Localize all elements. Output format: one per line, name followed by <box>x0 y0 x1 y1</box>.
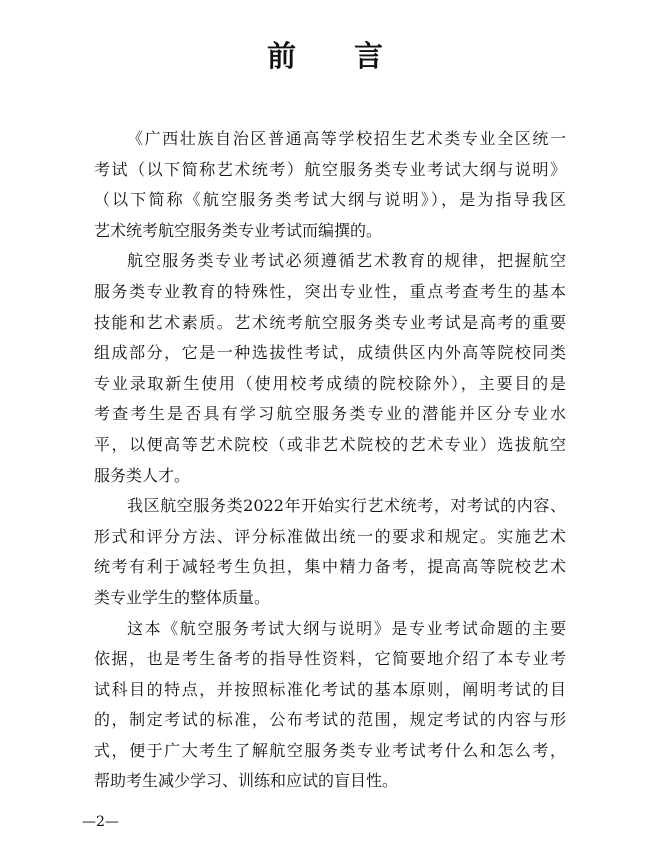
text-line: 技能和艺术素质。艺术统考航空服务类专业考试是高考的重要 <box>94 312 566 332</box>
paragraph <box>94 491 566 613</box>
text-line: 艺术统考航空服务类专业考试而编撰的。 <box>94 220 383 240</box>
text-line: 式，便于广大考生了解航空服务类专业考试考什么和怎么考， <box>94 740 566 760</box>
text-line: 考试（以下简称艺术统考）航空服务类专业考试大纲与说明》 <box>94 159 566 179</box>
page-title: 前 言 <box>266 39 408 73</box>
paragraph <box>94 124 566 246</box>
paragraph <box>94 614 566 798</box>
text-line: 航空服务类专业考试必须遵循艺术教育的规律，把握航空 <box>127 251 566 271</box>
text-line: 统考有利于减轻考生负担，集中精力备考，提高高等院校艺术 <box>94 557 566 577</box>
text-line: （以下简称《航空服务类考试大纲与说明》），是为指导我区 <box>94 190 566 210</box>
text-line: 我区航空服务类2022年开始实行艺术统考，对考试的内容、 <box>127 496 566 516</box>
text-line: 服务类人才。 <box>94 465 191 485</box>
text-line: 专业录取新生使用（使用校考成绩的院校除外），主要目的是 <box>94 373 566 393</box>
document-body <box>94 124 566 797</box>
text-line: 服务类专业教育的特殊性，突出专业性，重点考查考生的基本 <box>94 281 566 301</box>
text-line: 试科目的特点，并按照标准化考试的基本原则，阐明考试的目 <box>94 679 566 699</box>
text-line: 帮助考生减少学习、训练和应试的盲目性。 <box>94 771 399 791</box>
text-line: 考查考生是否具有学习航空服务类专业的潜能并区分专业水 <box>94 404 566 424</box>
text-line: 的，制定考试的标准，公布考试的范围，规定考试的内容与形 <box>94 710 566 730</box>
text-line: 形式和评分方法、评分标准做出统一的要求和规定。实施艺术 <box>94 526 566 546</box>
paragraph <box>94 246 566 491</box>
text-line: 类专业学生的整体质量。 <box>94 587 271 607</box>
text-line: 依据，也是考生备考的指导性资料，它简要地介绍了本专业考 <box>94 649 566 669</box>
text-line: 平，以便高等艺术院校（或非艺术院校的艺术专业）选拔航空 <box>94 434 566 454</box>
page-number: —2— <box>82 814 119 830</box>
text-line: 组成部分，它是一种选拔性考试，成绩供区内外高等院校同类 <box>94 343 566 363</box>
text-line: 《广西壮族自治区普通高等学校招生艺术类专业全区统一 <box>127 129 566 148</box>
text-line: 这本《航空服务考试大纲与说明》是专业考试命题的主要 <box>127 618 566 638</box>
